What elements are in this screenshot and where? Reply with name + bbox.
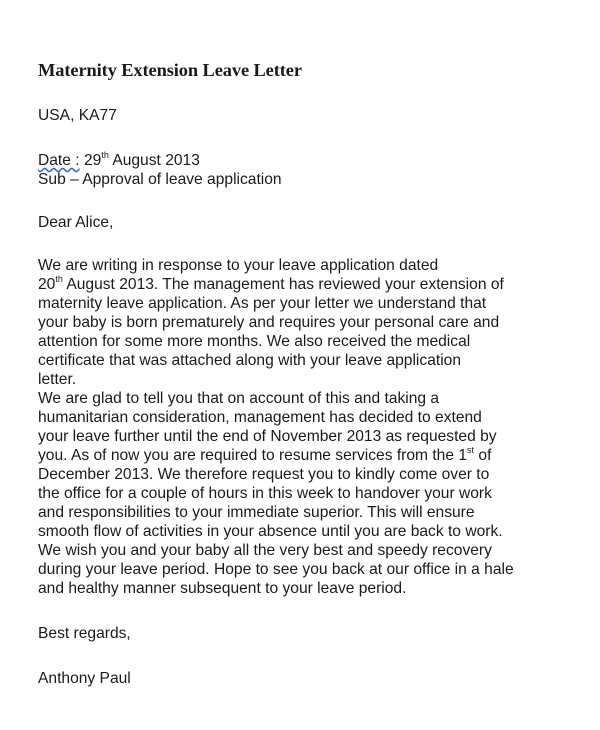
body-line: [38, 446, 568, 465]
body-line: [38, 275, 568, 294]
salutation: Dear Alice,: [38, 214, 114, 231]
dated-day-suffix: th: [55, 273, 63, 284]
body-line: and responsibilities to your immediate superior. This will ensure: [38, 504, 475, 521]
dated-rest: August 2013. The management has reviewed your extension of: [62, 276, 504, 293]
body-line: We are writing in response to your leave application dated: [38, 257, 439, 274]
dated-day: 20: [38, 276, 56, 293]
body-line: your baby is born prematurely and requires your personal care and: [38, 314, 500, 331]
letter-body: [38, 256, 568, 598]
resume-start: you. As of now you are required to resume services from the 1: [38, 447, 468, 464]
body-line: smooth flow of activities in your absence until you are back to work.: [38, 523, 503, 540]
body-line: maternity leave application. As per your letter we understand that: [38, 295, 487, 312]
body-line: during your leave period. Hope to see you back at our office in a hale: [38, 561, 514, 578]
closing: Best regards,: [38, 625, 131, 642]
body-line: your leave further until the end of November 2013 as requested by: [38, 428, 497, 445]
resume-day-suffix: st: [467, 444, 475, 455]
resume-end: of: [474, 447, 492, 464]
signature-name: Anthony Paul: [38, 670, 131, 687]
date-day: 29: [83, 152, 102, 169]
body-line: letter.: [38, 371, 77, 388]
date-day-suffix: th: [101, 149, 109, 160]
date-label: Date :: [38, 152, 80, 169]
body-line: certificate that was attached along with your leave application: [38, 352, 462, 369]
letter-date: [38, 151, 200, 170]
body-line: attention for some more months. We also received the medical: [38, 333, 471, 350]
body-line: and healthy manner subsequent to your leave period.: [38, 580, 407, 597]
body-line: We wish you and your baby all the very best and speedy recovery: [38, 542, 492, 559]
letter-subject: Sub – Approval of leave application: [38, 171, 282, 188]
body-line: December 2013. We therefore request you to kindly come over to: [38, 466, 490, 483]
sender-location: USA, KA77: [38, 107, 117, 124]
body-line: We are glad to tell you that on account of this and taking a: [38, 390, 440, 407]
body-line: the office for a couple of hours in this week to handover your work: [38, 485, 492, 502]
letter-title: Maternity Extension Leave Letter: [38, 60, 302, 80]
body-line: humanitarian consideration, management has decided to extend: [38, 409, 482, 426]
date-month-year: August 2013: [112, 152, 200, 169]
